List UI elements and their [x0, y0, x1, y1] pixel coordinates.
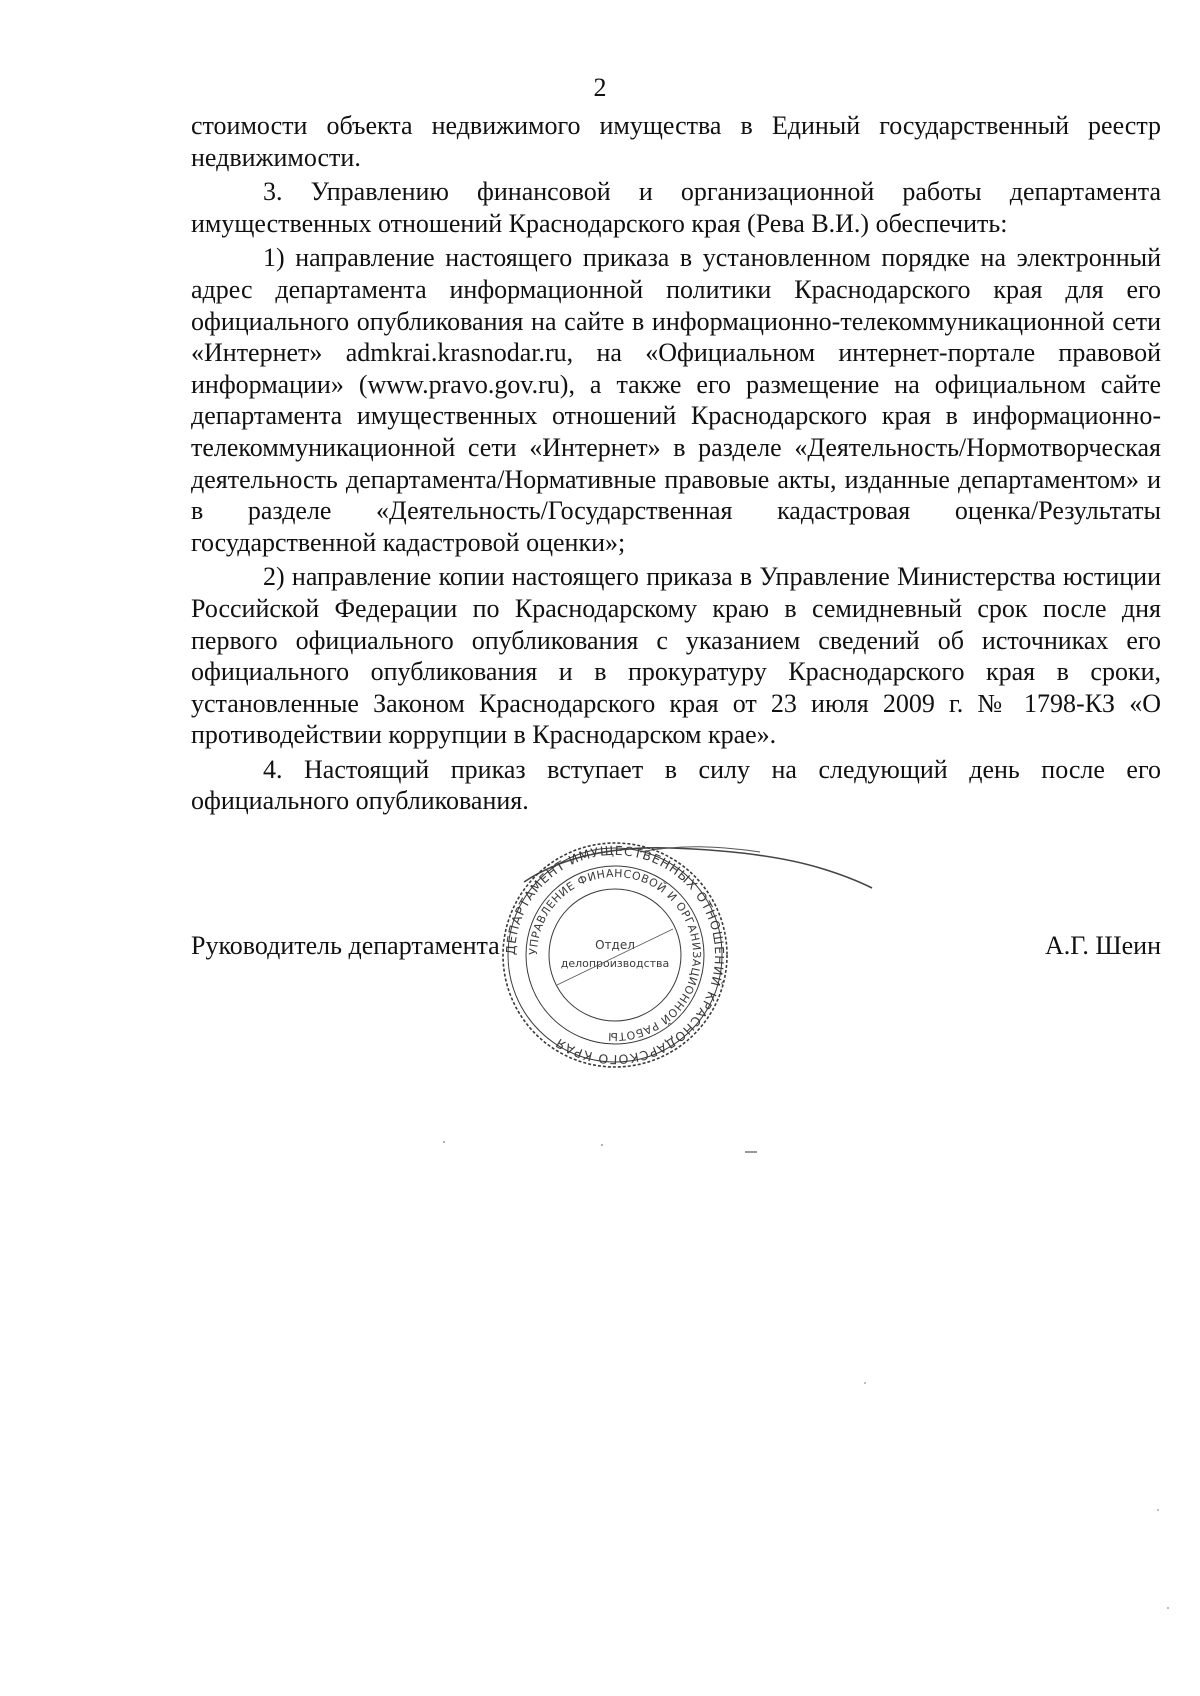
paragraph-item-4: 4. Настоящий приказ вступает в силу на следующий день после его официального опубликования. [191, 754, 1161, 816]
signatory-name: А.Г. Шеин [1045, 931, 1161, 960]
seal-center-line-1: Отдел [595, 938, 635, 952]
paragraph-subitem-2: 2) направление копии настоящего приказа в Управление Министерства юстиции Российской Федерации по Краснодарскому краю в семидневный срок после дня первого официального опубликования с указанием сведений об источниках его официального опубликования и в прокуратуру Краснодарского края в сроки, установленные Законом Краснодарского края от 23 июля 2009 г. № 1798-КЗ «О противодействии коррупции в Краснодарском крае». [191, 562, 1161, 750]
signatory-position: Руководитель департамента [191, 931, 500, 960]
paragraph-item-3: 3. Управлению финансовой и организационной работы департамента имущественных отношений Краснодарского края (Рева В.И.) обеспечить: [191, 177, 1161, 238]
seal-outer-text: ДЕПАРТАМЕНТ ИМУЩЕСТВЕННЫХ ОТНОШЕНИЙ КРАСНОДАРСКОГО КРАЯ [502, 842, 728, 1068]
signature-block [191, 929, 1161, 963]
paragraph-continuation: стоимости объекта недвижимого имущества в Единый государственный реестр недвижимости. [191, 111, 1161, 172]
page-number: 2 [593, 73, 607, 102]
seal-inner-text: УПРАВЛЕНИЕ ФИНАНСОВОЙ И ОРГАНИЗАЦИОННОЙ РАБОТЫ [526, 866, 704, 1044]
document-body [191, 110, 1161, 820]
seal-center-line-2: делопроизводства [560, 957, 670, 970]
paragraph-subitem-1: 1) направление настоящего приказа в установленном порядке на электронный адрес департамента информационной политики Краснодарского края для его официального опубликования на сайте в информационно-телекоммуникационной сети «Интернет» admkrai.krasnodar.ru, на «Официальном интернет-портале правовой информации» (www.pravo.gov.ru), а также его размещение на официальном сайте департамента имущественных отношений Краснодарского края в информационно-телекоммуникационной сети «Интернет» в разделе «Деятельность/Нормотворческая деятельность департамента/Нормативные правовые акты, изданные департаментом» и в разделе «Деятельность/Государственная кадастровая оценка/Результаты государственной кадастровой оценки»; [191, 243, 1161, 557]
